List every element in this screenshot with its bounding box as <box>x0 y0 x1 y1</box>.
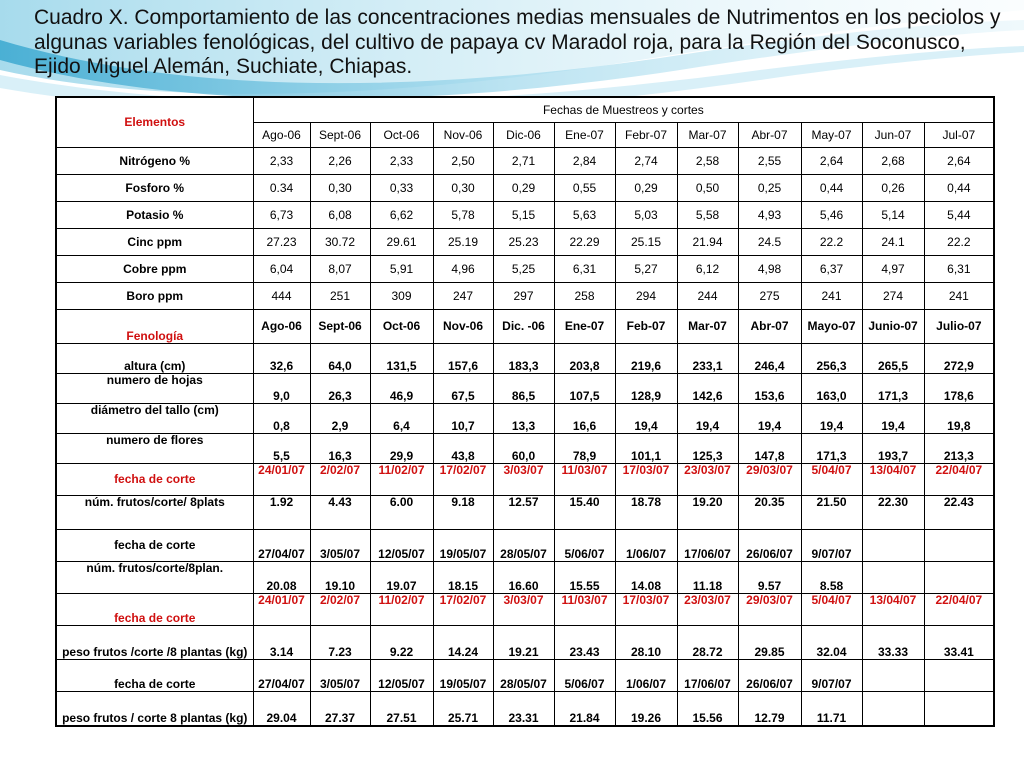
table-row <box>56 562 994 594</box>
phenology-month: Sept-06 <box>310 310 370 344</box>
table-cell: 5,44 <box>924 202 994 229</box>
table-cell: 171,3 <box>862 374 924 404</box>
table-cell: 26,3 <box>310 374 370 404</box>
table-cell: 64,0 <box>310 344 370 374</box>
row-label: peso frutos / corte 8 plantas (kg) <box>56 692 253 727</box>
table-cell: 3/03/07 <box>493 594 554 626</box>
table-cell: 183,3 <box>493 344 554 374</box>
table-cell: 14.08 <box>615 562 677 594</box>
table-cell: 3/03/07 <box>493 464 554 496</box>
table-cell <box>862 692 924 727</box>
table-cell: 24/01/07 <box>253 464 310 496</box>
table-cell: 309 <box>370 283 433 310</box>
table-cell: 18.78 <box>615 496 677 530</box>
table-cell: 11/03/07 <box>554 464 615 496</box>
table-cell <box>924 692 994 727</box>
table-row <box>56 148 994 175</box>
table-cell <box>924 530 994 562</box>
phenology-month: Mayo-07 <box>801 310 862 344</box>
table-cell: 12.57 <box>493 496 554 530</box>
table-cell: 1/06/07 <box>615 660 677 692</box>
table-cell: 15.56 <box>677 692 738 727</box>
table-cell: 25.19 <box>433 229 493 256</box>
table-cell: 213,3 <box>924 434 994 464</box>
phenology-month: Feb-07 <box>615 310 677 344</box>
table-cell: 258 <box>554 283 615 310</box>
table-cell: 2,64 <box>801 148 862 175</box>
table-cell: 22.2 <box>801 229 862 256</box>
table-cell: 297 <box>493 283 554 310</box>
table-row <box>56 660 994 692</box>
table-row <box>56 404 994 434</box>
table-cell: 16,3 <box>310 434 370 464</box>
table-cell: 163,0 <box>801 374 862 404</box>
table-cell: 6,31 <box>924 256 994 283</box>
month-header: Nov-06 <box>433 123 493 148</box>
table-cell: 23/03/07 <box>677 594 738 626</box>
table-cell: 2,84 <box>554 148 615 175</box>
table-cell: 17/03/07 <box>615 594 677 626</box>
table-row <box>56 256 994 283</box>
table-cell: 5,46 <box>801 202 862 229</box>
table-cell: 22.29 <box>554 229 615 256</box>
table-cell: 5,27 <box>615 256 677 283</box>
table-cell: 29.61 <box>370 229 433 256</box>
table-cell: 23.43 <box>554 626 615 660</box>
nutrient-label: Cobre ppm <box>56 256 253 283</box>
table-cell: 131,5 <box>370 344 433 374</box>
table-cell: 17/02/07 <box>433 594 493 626</box>
nutrient-label: Boro ppm <box>56 283 253 310</box>
table-cell: 12/05/07 <box>370 660 433 692</box>
table-row <box>56 283 994 310</box>
table-cell: 2,33 <box>253 148 310 175</box>
table-cell: 25.71 <box>433 692 493 727</box>
month-header: Mar-07 <box>677 123 738 148</box>
table-cell: 19/05/07 <box>433 660 493 692</box>
elements-header: Elementos <box>56 97 253 148</box>
phenology-month: Ene-07 <box>554 310 615 344</box>
nutrient-label: Cinc ppm <box>56 229 253 256</box>
table-cell: 21.84 <box>554 692 615 727</box>
table-cell: 9/07/07 <box>801 530 862 562</box>
table-row <box>56 229 994 256</box>
table-cell: 14.24 <box>433 626 493 660</box>
table-cell: 22.43 <box>924 496 994 530</box>
table-row <box>56 175 994 202</box>
month-header: Ago-06 <box>253 123 310 148</box>
table-cell: 153,6 <box>738 374 801 404</box>
table-cell: 2/02/07 <box>310 464 370 496</box>
row-label: núm. frutos/corte/ 8plats <box>56 496 253 530</box>
table-cell: 7.23 <box>310 626 370 660</box>
table-cell: 4,98 <box>738 256 801 283</box>
table-cell: 0,44 <box>801 175 862 202</box>
table-cell: 19,4 <box>862 404 924 434</box>
table-cell: 10,7 <box>433 404 493 434</box>
table-cell: 17/03/07 <box>615 464 677 496</box>
table-cell: 0,55 <box>554 175 615 202</box>
table-cell: 13/04/07 <box>862 594 924 626</box>
table-cell: 125,3 <box>677 434 738 464</box>
row-label: núm. frutos/corte/8plan. <box>56 562 253 594</box>
table-cell: 5/06/07 <box>554 530 615 562</box>
table-cell: 193,7 <box>862 434 924 464</box>
table-cell: 5,5 <box>253 434 310 464</box>
table-cell: 0,25 <box>738 175 801 202</box>
table-cell: 251 <box>310 283 370 310</box>
table-cell: 13/04/07 <box>862 464 924 496</box>
table-cell: 3/05/07 <box>310 660 370 692</box>
table-cell: 1/06/07 <box>615 530 677 562</box>
table-cell: 5,58 <box>677 202 738 229</box>
table-cell: 24/01/07 <box>253 594 310 626</box>
table-cell: 0,26 <box>862 175 924 202</box>
phenology-header-row <box>56 310 994 344</box>
table-cell: 0,44 <box>924 175 994 202</box>
table-cell: 247 <box>433 283 493 310</box>
header-row <box>56 97 994 123</box>
table-cell: 0,8 <box>253 404 310 434</box>
table-cell: 17/06/07 <box>677 660 738 692</box>
table-cell: 128,9 <box>615 374 677 404</box>
table-cell: 17/06/07 <box>677 530 738 562</box>
table-cell: 78,9 <box>554 434 615 464</box>
table-row <box>56 344 994 374</box>
table-cell: 274 <box>862 283 924 310</box>
table-cell: 25.23 <box>493 229 554 256</box>
table-cell: 9.22 <box>370 626 433 660</box>
table-cell: 2,50 <box>433 148 493 175</box>
table-row <box>56 374 994 404</box>
table-cell: 0,33 <box>370 175 433 202</box>
table-row <box>56 692 994 727</box>
table-cell: 32,6 <box>253 344 310 374</box>
table-cell: 5/04/07 <box>801 464 862 496</box>
table-cell: 19,8 <box>924 404 994 434</box>
table-cell: 2/02/07 <box>310 594 370 626</box>
table-cell: 86,5 <box>493 374 554 404</box>
table-cell: 29/03/07 <box>738 594 801 626</box>
phenology-month: Dic. -06 <box>493 310 554 344</box>
row-label: peso frutos /corte /8 plantas (kg) <box>56 626 253 660</box>
table-cell: 27/04/07 <box>253 660 310 692</box>
row-label: fecha de corte <box>56 464 253 496</box>
slide-title: Cuadro X. Comportamiento de las concentraciones medias mensuales de Nutrimentos en los peciolos y algunas variables fenológicas, del cultivo de papaya cv Maradol roja, para la Región del Soconusco, Ejido Miguel Alemán, Suchiate, Chiapas. <box>34 6 1001 78</box>
nutrient-label: Fosforo % <box>56 175 253 202</box>
table-cell: 6,04 <box>253 256 310 283</box>
table-cell: 147,8 <box>738 434 801 464</box>
table-cell: 67,5 <box>433 374 493 404</box>
table-cell: 19.26 <box>615 692 677 727</box>
table-cell: 17/02/07 <box>433 464 493 496</box>
table-cell: 27.37 <box>310 692 370 727</box>
nutrient-label: Nitrógeno % <box>56 148 253 175</box>
table-cell: 60,0 <box>493 434 554 464</box>
table-cell: 6,12 <box>677 256 738 283</box>
table-cell: 30.72 <box>310 229 370 256</box>
table-cell <box>924 562 994 594</box>
phenology-month: Oct-06 <box>370 310 433 344</box>
table-cell: 8.58 <box>801 562 862 594</box>
table-cell: 19,4 <box>738 404 801 434</box>
table-cell: 11.18 <box>677 562 738 594</box>
row-label: numero de hojas <box>56 374 253 404</box>
month-header: Jul-07 <box>924 123 994 148</box>
table-cell: 0,29 <box>615 175 677 202</box>
phenology-month: Ago-06 <box>253 310 310 344</box>
table-cell: 4.43 <box>310 496 370 530</box>
table-cell: 15.55 <box>554 562 615 594</box>
table-cell: 0,30 <box>310 175 370 202</box>
table-cell: 25.15 <box>615 229 677 256</box>
table-cell: 12.79 <box>738 692 801 727</box>
phenology-month: Abr-07 <box>738 310 801 344</box>
table-cell: 28/05/07 <box>493 660 554 692</box>
table-row <box>56 464 994 496</box>
month-header: Ene-07 <box>554 123 615 148</box>
month-header: Dic-06 <box>493 123 554 148</box>
table-cell: 20.35 <box>738 496 801 530</box>
table-cell: 241 <box>801 283 862 310</box>
table-cell: 23.31 <box>493 692 554 727</box>
table-cell: 444 <box>253 283 310 310</box>
table-cell: 171,3 <box>801 434 862 464</box>
table-cell: 256,3 <box>801 344 862 374</box>
table-cell: 5,15 <box>493 202 554 229</box>
table-cell: 6,4 <box>370 404 433 434</box>
row-label: fecha de corte <box>56 530 253 562</box>
table-cell <box>862 530 924 562</box>
table-cell: 29.04 <box>253 692 310 727</box>
month-header: Sept-06 <box>310 123 370 148</box>
table-cell: 32.04 <box>801 626 862 660</box>
table-cell: 21.50 <box>801 496 862 530</box>
row-label: fecha de corte <box>56 660 253 692</box>
table-cell: 265,5 <box>862 344 924 374</box>
table-cell: 19,4 <box>677 404 738 434</box>
table-cell: 5,91 <box>370 256 433 283</box>
month-header: Abr-07 <box>738 123 801 148</box>
table-cell: 3.14 <box>253 626 310 660</box>
table-cell: 244 <box>677 283 738 310</box>
table-cell: 4,97 <box>862 256 924 283</box>
table-cell: 15.40 <box>554 496 615 530</box>
table-cell: 0,30 <box>433 175 493 202</box>
table-cell: 29,9 <box>370 434 433 464</box>
table-cell: 272,9 <box>924 344 994 374</box>
table-cell: 9.18 <box>433 496 493 530</box>
nutrient-label: Potasio % <box>56 202 253 229</box>
table-cell: 4,93 <box>738 202 801 229</box>
table-cell: 18.15 <box>433 562 493 594</box>
table-cell: 29/03/07 <box>738 464 801 496</box>
table-cell: 19,4 <box>615 404 677 434</box>
table-row <box>56 202 994 229</box>
table-cell: 27.51 <box>370 692 433 727</box>
table-cell: 22.2 <box>924 229 994 256</box>
table-cell: 33.33 <box>862 626 924 660</box>
table-cell: 0.34 <box>253 175 310 202</box>
table-cell: 26/06/07 <box>738 530 801 562</box>
phenology-month: Nov-06 <box>433 310 493 344</box>
row-label: fecha de corte <box>56 594 253 626</box>
table-row <box>56 594 994 626</box>
table-cell <box>862 562 924 594</box>
dates-header: Fechas de Muestreos y cortes <box>253 97 994 123</box>
phenology-month: Julio-07 <box>924 310 994 344</box>
table-cell: 9.57 <box>738 562 801 594</box>
table-cell: 2,74 <box>615 148 677 175</box>
table-cell: 5,03 <box>615 202 677 229</box>
table-cell: 2,68 <box>862 148 924 175</box>
table-cell: 28.10 <box>615 626 677 660</box>
table-cell: 1.92 <box>253 496 310 530</box>
phenology-month: Junio-07 <box>862 310 924 344</box>
table-cell: 28/05/07 <box>493 530 554 562</box>
table-cell: 2,71 <box>493 148 554 175</box>
table-cell: 6,37 <box>801 256 862 283</box>
table-cell: 23/03/07 <box>677 464 738 496</box>
table-cell: 19/05/07 <box>433 530 493 562</box>
table-cell: 11/03/07 <box>554 594 615 626</box>
table-cell: 241 <box>924 283 994 310</box>
table-cell: 5/04/07 <box>801 594 862 626</box>
table-cell: 233,1 <box>677 344 738 374</box>
row-label: diámetro del tallo (cm) <box>56 404 253 434</box>
table-cell: 19.07 <box>370 562 433 594</box>
table-cell: 6,73 <box>253 202 310 229</box>
row-label: numero de flores <box>56 434 253 464</box>
table-cell: 101,1 <box>615 434 677 464</box>
month-header: Febr-07 <box>615 123 677 148</box>
table-cell: 2,9 <box>310 404 370 434</box>
table-cell: 5,63 <box>554 202 615 229</box>
table-cell: 19,4 <box>801 404 862 434</box>
table-cell: 3/05/07 <box>310 530 370 562</box>
table-cell: 0,29 <box>493 175 554 202</box>
table-cell <box>924 660 994 692</box>
table-cell: 29.85 <box>738 626 801 660</box>
table-cell: 0,50 <box>677 175 738 202</box>
phenology-month: Mar-07 <box>677 310 738 344</box>
phenology-header: Fenología <box>56 310 253 344</box>
table-cell <box>862 660 924 692</box>
table-cell: 46,9 <box>370 374 433 404</box>
table-cell: 6,62 <box>370 202 433 229</box>
table-cell: 20.08 <box>253 562 310 594</box>
table-cell: 5,14 <box>862 202 924 229</box>
table-row <box>56 530 994 562</box>
table-cell: 19.21 <box>493 626 554 660</box>
month-header: May-07 <box>801 123 862 148</box>
table-cell: 107,5 <box>554 374 615 404</box>
table-cell: 6,08 <box>310 202 370 229</box>
table-cell: 2,26 <box>310 148 370 175</box>
table-cell: 219,6 <box>615 344 677 374</box>
table-cell: 21.94 <box>677 229 738 256</box>
table-cell: 11.71 <box>801 692 862 727</box>
table-cell: 22/04/07 <box>924 464 994 496</box>
table-cell: 22/04/07 <box>924 594 994 626</box>
month-header: Oct-06 <box>370 123 433 148</box>
table-row <box>56 434 994 464</box>
table-cell: 2,64 <box>924 148 994 175</box>
table-cell: 8,07 <box>310 256 370 283</box>
table-cell: 13,3 <box>493 404 554 434</box>
table-cell: 5,78 <box>433 202 493 229</box>
table-cell: 22.30 <box>862 496 924 530</box>
table-cell: 33.41 <box>924 626 994 660</box>
table-cell: 6.00 <box>370 496 433 530</box>
nutrient-phenology-table <box>55 96 995 727</box>
table-cell: 2,33 <box>370 148 433 175</box>
table-row <box>56 496 994 530</box>
table-cell: 2,55 <box>738 148 801 175</box>
table-cell: 294 <box>615 283 677 310</box>
table-cell: 27.23 <box>253 229 310 256</box>
table-cell: 178,6 <box>924 374 994 404</box>
table-cell: 5/06/07 <box>554 660 615 692</box>
table-cell: 19.20 <box>677 496 738 530</box>
table-cell: 142,6 <box>677 374 738 404</box>
table-cell: 9,0 <box>253 374 310 404</box>
table-cell: 24.5 <box>738 229 801 256</box>
table-cell: 9/07/07 <box>801 660 862 692</box>
table-cell: 6,31 <box>554 256 615 283</box>
table-cell: 27/04/07 <box>253 530 310 562</box>
table-cell: 26/06/07 <box>738 660 801 692</box>
table-cell: 19.10 <box>310 562 370 594</box>
table-cell: 203,8 <box>554 344 615 374</box>
table-cell: 157,6 <box>433 344 493 374</box>
row-label: altura (cm) <box>56 344 253 374</box>
table-cell: 275 <box>738 283 801 310</box>
table-cell: 4,96 <box>433 256 493 283</box>
table-cell: 12/05/07 <box>370 530 433 562</box>
table-cell: 16,6 <box>554 404 615 434</box>
table-cell: 2,58 <box>677 148 738 175</box>
table-cell: 5,25 <box>493 256 554 283</box>
table-cell: 28.72 <box>677 626 738 660</box>
table-cell: 11/02/07 <box>370 464 433 496</box>
table-cell: 11/02/07 <box>370 594 433 626</box>
table-cell: 24.1 <box>862 229 924 256</box>
table-cell: 246,4 <box>738 344 801 374</box>
table-row <box>56 626 994 660</box>
table-cell: 16.60 <box>493 562 554 594</box>
table-cell: 43,8 <box>433 434 493 464</box>
month-header: Jun-07 <box>862 123 924 148</box>
